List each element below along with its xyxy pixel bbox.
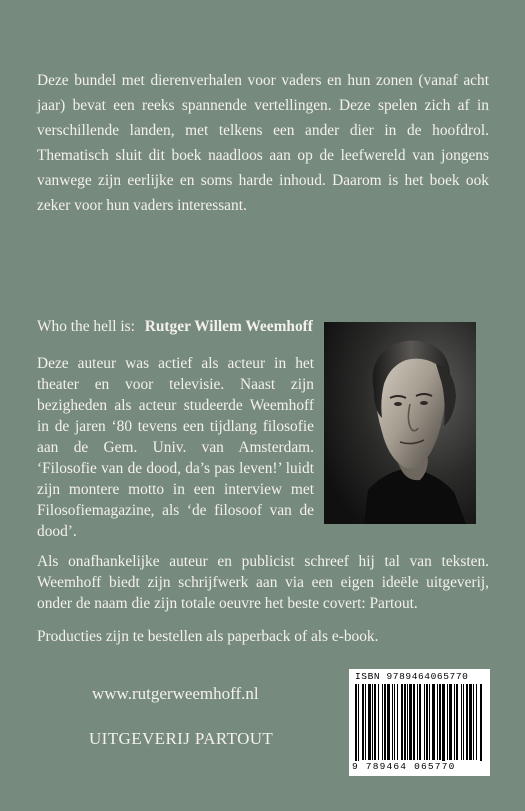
- publisher-name: UITGEVERIJ PARTOUT: [89, 729, 274, 748]
- publisher-paragraph: Als onafhankelijke auteur en publicist schreef hij tal van teksten. Weemhoff biedt zijn schrijfwerk aan via een eigen ideële uitgeverij, onder de naam die zijn totale oeuvre het beste covert: Partout.: [37, 553, 489, 612]
- author-portrait: [324, 322, 476, 524]
- author-bio: Deze auteur was actief als acteur in het theater en voor televisie. Naast zijn bezigheden als acteur studeerde Weemhoff in de jaren ‘80 tevens een tijdlang filosofie aan de Gem. Univ. van Amsterdam. ‘Filosofie van de dood, da’s pas leven!’ luidt zijn montere motto in een interview met Filosofiemagazine, als ‘de filosoof van de dood’.: [37, 355, 314, 540]
- author-intro-label: Who the hell is:: [37, 318, 135, 335]
- isbn-barcode: [349, 669, 490, 776]
- productions-note: Producties zijn te bestellen als paperback of als e-book.: [37, 628, 379, 645]
- isbn-label: ISBN 9789464065770: [355, 671, 469, 682]
- isbn-digits: 9 789464 065770: [352, 761, 488, 772]
- author-name: Rutger Willem Weemhoff: [144, 318, 313, 335]
- barcode-bars: [353, 684, 486, 770]
- back-cover-blurb: Deze bundel met dierenverhalen voor vaders en hun zonen (vanaf acht jaar) bevat een reeks spannende vertellingen. Deze spelen zich af in verschillende landen, met telkens een ander dier in de hoofdrol. Thematisch sluit dit boek naadloos aan op de leefwereld van jongens vanwege zijn eerlijke en soms harde inhoud. Daarom is het boek ook zeker voor hun vaders interessant.: [37, 72, 489, 214]
- website-link[interactable]: www.rutgerweemhoff.nl: [92, 684, 259, 703]
- author-heading: [37, 317, 313, 337]
